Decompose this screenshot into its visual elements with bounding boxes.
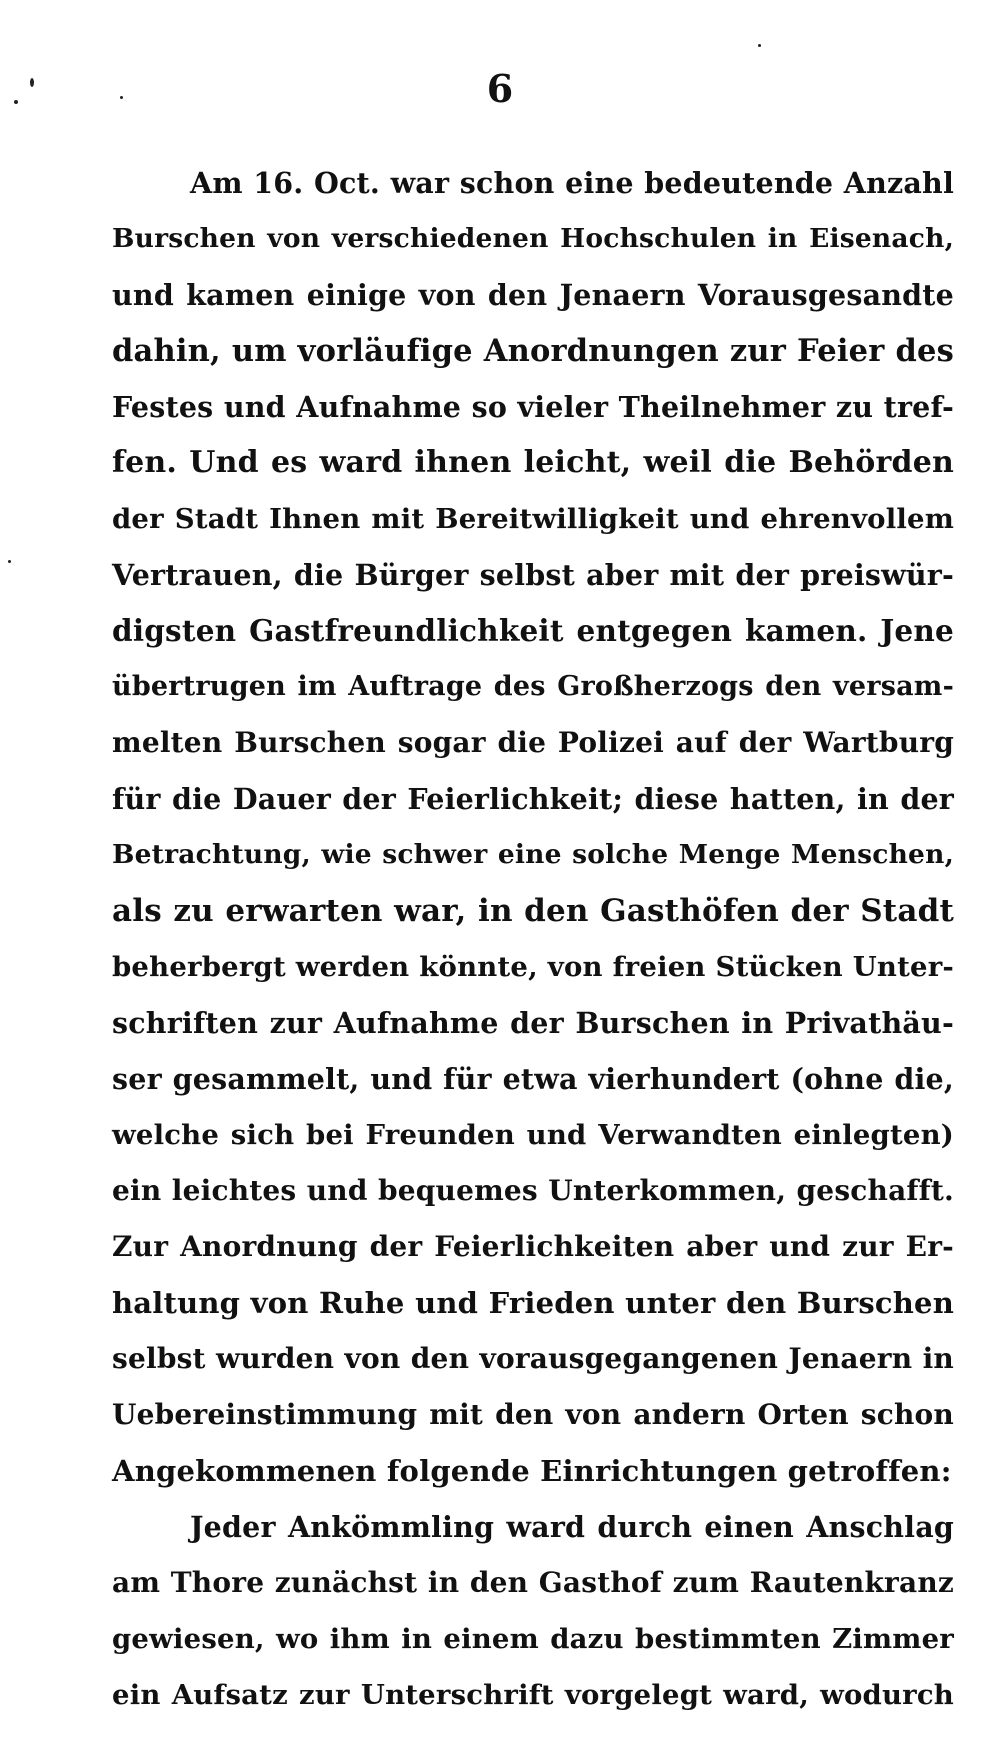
- paragraph: [112, 155, 954, 1499]
- text-line: Zur Anordnung der Feierlichkeiten aber und zur Er-: [112, 1230, 954, 1263]
- text-line: Uebereinstimmung mit den von andern Orten schon: [112, 1398, 954, 1431]
- ink-speck: [8, 560, 11, 563]
- ink-speck: [758, 44, 761, 47]
- text-line: übertrugen im Auftrage des Großherzogs den versam-: [112, 671, 954, 702]
- text-line: Am 16. Oct. war schon eine bedeutende Anzahl: [190, 166, 954, 200]
- text-line: Angekommenen folgende Einrichtungen getroffen:: [112, 1454, 952, 1488]
- text-line: am Thore zunächst in den Gasthof zum Rautenkranz: [112, 1566, 954, 1599]
- page-number: 6: [486, 66, 514, 111]
- text-line: schriften zur Aufnahme der Burschen in Privathäu-: [112, 1006, 954, 1040]
- text-line: Vertrauen, die Bürger selbst aber mit der preiswür-: [112, 558, 954, 592]
- text-line: ser gesammelt, und für etwa vierhundert (ohne die,: [112, 1062, 954, 1096]
- text-line: selbst wurden von den vorausgegangenen Jenaern in: [112, 1342, 954, 1375]
- text-line: als zu erwarten war, in den Gasthöfen der Stadt: [112, 893, 954, 929]
- text-line: melten Burschen sogar die Polizei auf der Wartburg: [112, 726, 954, 759]
- text-line: ein leichtes und bequemes Unterkommen, geschafft.: [112, 1174, 954, 1207]
- text-line: für die Dauer der Feierlichkeit; diese hatten, in der: [112, 782, 954, 816]
- paragraph: [112, 1499, 954, 1723]
- text-line: Jeder Ankömmling ward durch einen Anschlag: [190, 1510, 954, 1544]
- text-line: ein Aufsatz zur Unterschrift vorgelegt ward, wodurch: [112, 1679, 954, 1711]
- text-line: Burschen von verschiedenen Hochschulen in Eisenach,: [112, 223, 954, 254]
- text-line: und kamen einige von den Jenaern Vorausgesandte: [112, 278, 954, 312]
- text-line: Betrachtung, wie schwer eine solche Menge Menschen,: [112, 839, 954, 870]
- text-line: beherbergt werden könnte, von freien Stücken Unter-: [112, 951, 954, 983]
- text-line: welche sich bei Freunden und Verwandten einlegten): [112, 1119, 954, 1151]
- text-line: digsten Gastfreundlichkeit entgegen kamen. Jene: [112, 613, 954, 648]
- text-line: der Stadt Ihnen mit Bereitwilligkeit und ehrenvollem: [112, 503, 954, 535]
- text-line: haltung von Ruhe und Frieden unter den Burschen: [112, 1286, 954, 1320]
- text-line: fen. Und es ward ihnen leicht, weil die Behörden: [112, 445, 954, 480]
- text-line: dahin, um vorläufige Anordnungen zur Feier des: [112, 333, 954, 369]
- text-line: gewiesen, wo ihm in einem dazu bestimmten Zimmer: [112, 1623, 954, 1655]
- text-line: Festes und Aufnahme so vieler Theilnehmer zu tref-: [112, 390, 954, 424]
- body-text: [112, 155, 954, 1723]
